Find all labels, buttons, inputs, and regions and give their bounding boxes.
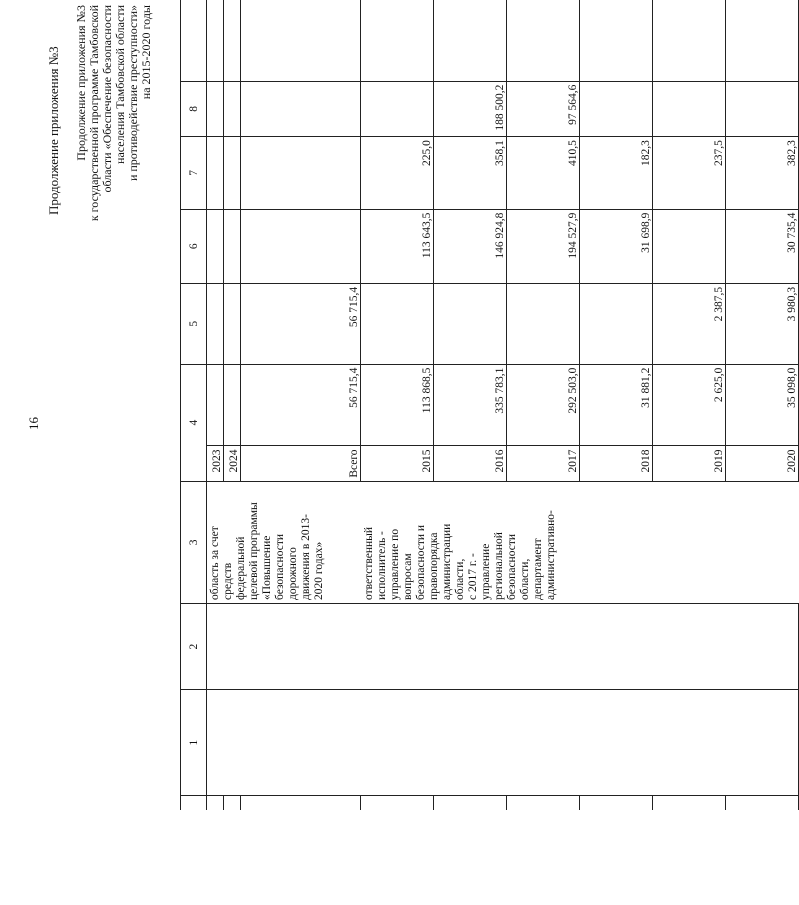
value-cell-c7: 410,5 (507, 137, 580, 209)
cell-c2 (241, 603, 361, 689)
heading-block (75, 5, 153, 245)
description-line: федеральной (235, 536, 247, 600)
header-row (181, 0, 207, 810)
value-cell-c4 (207, 364, 224, 446)
value-cell-c8: 97 564,6 (507, 81, 580, 137)
value-cell-c4: 35 098,0 (726, 364, 799, 446)
heading-line: населения Тамбовской области (113, 5, 127, 164)
value-cell-c7 (207, 137, 224, 209)
value-cell-c5 (434, 283, 507, 364)
cell-c2 (434, 603, 507, 689)
row-spacer (361, 796, 434, 810)
value-cell-c5 (580, 283, 653, 364)
heading-line: Продолжение приложения №3 (74, 5, 88, 161)
value-cell-c7 (241, 137, 361, 209)
description-line: области, (453, 558, 466, 600)
year-cell: Всего (241, 446, 361, 481)
row-spacer (224, 796, 241, 810)
description-line: средств (222, 562, 234, 600)
year-cell: 2017 (507, 446, 580, 481)
value-cell-c6: 146 924,8 (434, 209, 507, 283)
table-row (434, 0, 507, 810)
table-row (241, 0, 361, 810)
cell-c2 (207, 603, 224, 689)
value-cell-c6: 194 527,9 (507, 209, 580, 283)
description-line: целевой программы (248, 502, 260, 600)
value-cell-c5 (207, 283, 224, 364)
value-cell-c7: 237,5 (653, 137, 726, 209)
row-spacer (507, 0, 580, 81)
row-spacer (241, 796, 361, 810)
heading-line: к государственной программе Тамбовской (87, 5, 101, 222)
value-cell-c4: 56 715,4 (241, 364, 361, 446)
value-cell-c5: 3 980,3 (726, 283, 799, 364)
description-line: региональной (492, 532, 505, 600)
row-spacer (434, 0, 507, 81)
value-cell-c6 (241, 209, 361, 283)
description-line: движения в 2013- (300, 514, 312, 600)
row-spacer (241, 0, 361, 81)
value-cell-c8 (726, 81, 799, 137)
cell-c1 (653, 690, 726, 796)
description-line: 2020 годах» (313, 541, 325, 600)
year-cell: 2020 (726, 446, 799, 481)
row-spacer (207, 796, 224, 810)
row-spacer (361, 0, 434, 81)
value-cell-c6: 30 735,4 (726, 209, 799, 283)
value-cell-c4: 31 881,2 (580, 364, 653, 446)
value-cell-c6 (224, 209, 241, 283)
cell-c2 (224, 603, 241, 689)
value-cell-c5 (361, 283, 434, 364)
value-cell-c7: 225,0 (361, 137, 434, 209)
heading-line: и противодействие преступности» (126, 5, 140, 182)
cell-c2 (580, 603, 653, 689)
cell-c1 (207, 690, 224, 796)
description-line: дорожного (287, 547, 299, 600)
header-cell-4: 4 (181, 364, 207, 481)
row-spacer (224, 0, 241, 81)
row-spacer (434, 796, 507, 810)
cell-c2 (361, 603, 434, 689)
header-spacer (181, 0, 207, 81)
value-cell-c6: 113 643,5 (361, 209, 434, 283)
value-cell-c4: 292 503,0 (507, 364, 580, 446)
row-spacer (207, 0, 224, 81)
row-spacer (726, 796, 799, 810)
value-cell-c7: 182,3 (580, 137, 653, 209)
table-row (224, 0, 241, 810)
cell-c1 (361, 690, 434, 796)
value-cell-c4: 113 868,5 (361, 364, 434, 446)
cell-c1 (726, 690, 799, 796)
cell-c2 (507, 603, 580, 689)
description-line: вопросам (401, 553, 414, 600)
value-cell-c7 (224, 137, 241, 209)
header-spacer (181, 796, 207, 810)
year-cell: 2024 (224, 446, 241, 481)
value-cell-c8 (241, 81, 361, 137)
description-line: области, (518, 558, 531, 600)
header-cell-2: 2 (181, 603, 207, 689)
description-line: администрации (440, 523, 453, 600)
header-cell-8: 8 (181, 81, 207, 137)
value-cell-c8: 188 500,2 (434, 81, 507, 137)
row-spacer (653, 796, 726, 810)
description-line: с 2017 г. - (466, 553, 479, 600)
year-cell: 2015 (361, 446, 434, 481)
description-line: правопорядка (427, 532, 440, 600)
table-row (361, 0, 434, 810)
year-cell: 2023 (207, 446, 224, 481)
value-cell-c5 (507, 283, 580, 364)
description-line: «Повышение (261, 535, 273, 600)
header-cell-7: 7 (181, 137, 207, 209)
budget-table (180, 0, 799, 810)
description-line: управление (479, 543, 492, 600)
description-line: безопасности и (414, 524, 427, 600)
value-cell-c4: 335 783,1 (434, 364, 507, 446)
cell-c1 (241, 690, 361, 796)
table-row (726, 0, 799, 810)
value-cell-c5 (224, 283, 241, 364)
value-cell-c7: 382,3 (726, 137, 799, 209)
description-line: безопасности (505, 533, 518, 600)
header-cell-6: 6 (181, 209, 207, 283)
value-cell-c6: 31 698,9 (580, 209, 653, 283)
table-row (507, 0, 580, 810)
heading-continuation: Продолжение приложения №3 (46, 46, 61, 215)
year-cell: 2018 (580, 446, 653, 481)
cell-c1 (224, 690, 241, 796)
table-row (653, 0, 726, 810)
value-cell-c8 (224, 81, 241, 137)
value-cell-c6 (653, 209, 726, 283)
row-spacer (726, 0, 799, 81)
cell-c2 (726, 603, 799, 689)
executor-description (361, 481, 799, 603)
value-cell-c8 (207, 81, 224, 137)
cell-c1 (434, 690, 507, 796)
value-cell-c4 (224, 364, 241, 446)
value-cell-c8 (361, 81, 434, 137)
header-cell-3: 3 (181, 481, 207, 603)
description-line: исполнитель - (375, 531, 388, 600)
description-line: административно- (544, 510, 557, 600)
header-cell-5: 5 (181, 283, 207, 364)
table-row (207, 0, 224, 810)
row-spacer (653, 0, 726, 81)
year-cell: 2016 (434, 446, 507, 481)
description-line: управление по (388, 528, 401, 600)
description-line: департамент (531, 538, 544, 600)
heading-line: на 2015-2020 годы (139, 5, 153, 100)
heading-line: области «Обеспечение безопасности (100, 5, 114, 193)
value-cell-c5: 2 387,5 (653, 283, 726, 364)
header-cell-1: 1 (181, 690, 207, 796)
row-spacer (507, 796, 580, 810)
value-cell-c5: 56 715,4 (241, 283, 361, 364)
value-cell-c8 (653, 81, 726, 137)
table-row (580, 0, 653, 810)
value-cell-c4: 2 625,0 (653, 364, 726, 446)
row-spacer (580, 796, 653, 810)
page-number: 16 (26, 417, 41, 430)
row-spacer (580, 0, 653, 81)
description-line: безопасности (274, 533, 286, 600)
program-description (207, 481, 361, 603)
value-cell-c8 (580, 81, 653, 137)
cell-c1 (507, 690, 580, 796)
cell-c2 (653, 603, 726, 689)
cell-c1 (580, 690, 653, 796)
description-line: область за счет (209, 526, 221, 600)
year-cell: 2019 (653, 446, 726, 481)
description-line: ответственный (362, 526, 375, 600)
value-cell-c6 (207, 209, 224, 283)
value-cell-c7: 358,1 (434, 137, 507, 209)
